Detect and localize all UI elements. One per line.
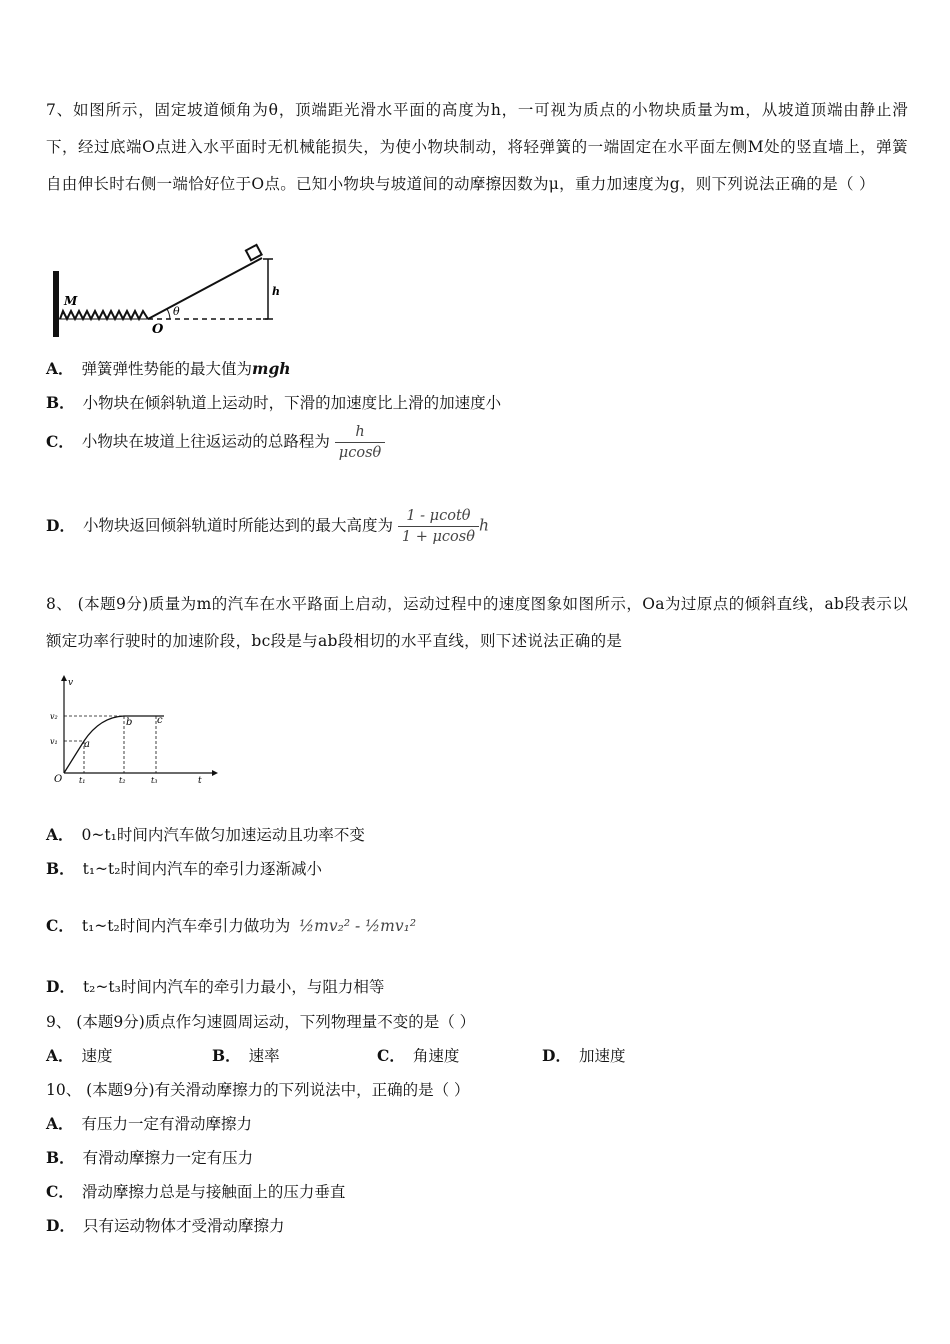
q8-option-d[interactable]: D． t₂~t₃时间内汽车的牵引力最小，与阻力相等 [46,977,385,996]
q7-stem: 7、如图所示，固定坡道倾角为θ，顶端距光滑水平面的高度为h，一可视为质点的小物块质量为m，从坡道顶端由静止滑下，经过底端O点进入水平面时无机械能损失，为使小物块制动，将轻弹簧的一端固定在水平面左侧M处的竖直墙上，弹簧自由伸长时右侧一端恰好位于O点。已知小物块与坡道间的动摩擦因数为μ，重力加速度为g，则下列说法正确的是（ ） [46,101,908,193]
velocity-curve [64,716,164,773]
q9-option-d[interactable]: D． 加速度 [542,1046,626,1065]
q9-option-b[interactable]: B． 速率 [212,1046,280,1065]
q10-stem: 10、 (本题9分)有关滑动摩擦力的下列说法中，正确的是（ ） [46,1081,470,1099]
q7-option-a[interactable]: A． 弹簧弹性势能的最大值为mgh [46,359,291,378]
block [246,245,262,260]
label-a: a [84,739,90,750]
q10-option-a[interactable]: A． 有压力一定有滑动摩擦力 [46,1114,253,1133]
label-b: b [126,717,133,728]
label-h: h [272,285,280,298]
fraction: $\frac{h}{\mu\cos\theta}$ [335,424,385,461]
label-theta: θ [173,305,180,318]
q9-stem: 9、 (本题9分)质点作匀速圆周运动，下列物理量不变的是（ ） [46,1013,476,1031]
label-O: O [152,322,164,337]
label-O: O [54,774,63,785]
label-t3: t₃ [151,776,158,785]
q10-option-b[interactable]: B． 有滑动摩擦力一定有压力 [46,1148,254,1167]
spring [60,311,148,319]
q7-option-c[interactable]: C． 小物块在坡道上往返运动的总路程为 $\frac{h}{\mu\cos\theta}$ [46,424,385,461]
label-v: v [68,678,74,688]
q7-option-b[interactable]: B． 小物块在倾斜轨道上运动时，下滑的加速度比上滑的加速度小 [46,393,502,412]
label-v1: v₁ [50,737,58,746]
label-t2: t₂ [119,776,126,785]
q8-option-a[interactable]: A． 0~t₁时间内汽车做匀加速运动且功率不变 [46,825,365,844]
label-t1: t₁ [79,776,86,785]
label-c: c [157,715,163,726]
q9-option-c[interactable]: C． 角速度 [377,1046,460,1065]
work-formula: ½mv₂² - ½mv₁² [299,917,417,935]
q7-figure [48,243,288,343]
fraction: $\frac{1 - \mu\cot\theta}{1 + \mu\cos\theta}$ [398,508,479,545]
label-t: t [198,776,202,786]
q9-option-a[interactable]: A． 速度 [46,1046,113,1065]
q8-option-c[interactable]: C． t₁~t₂时间内汽车牵引力做功为 ½mv₂² - ½mv₁² [46,916,417,935]
q7-option-d[interactable]: D． 小物块返回倾斜轨道时所能达到的最大高度为 $\frac{1 - \mu\cot\theta}{1 + \mu\cos\theta}$ h [46,508,489,545]
q8-stem: 8、 (本题9分)质量为m的汽车在水平路面上启动，运动过程中的速度图象如图所示，Oa为过原点的倾斜直线，ab段表示以额定功率行驶时的加速阶段，bc段是与ab段相切的水平直线，则下述说法正确的是 [46,595,908,650]
label-v2: v₂ [50,712,58,721]
q10-option-c[interactable]: C． 滑动摩擦力总是与接触面上的压力垂直 [46,1182,346,1201]
wall [53,271,59,337]
q8-figure [44,673,219,788]
incline [148,258,262,319]
label-M: M [64,294,78,308]
q8-option-b[interactable]: B． t₁~t₂时间内汽车的牵引力逐渐减小 [46,859,322,878]
q10-option-d[interactable]: D． 只有运动物体才受滑动摩擦力 [46,1216,285,1235]
